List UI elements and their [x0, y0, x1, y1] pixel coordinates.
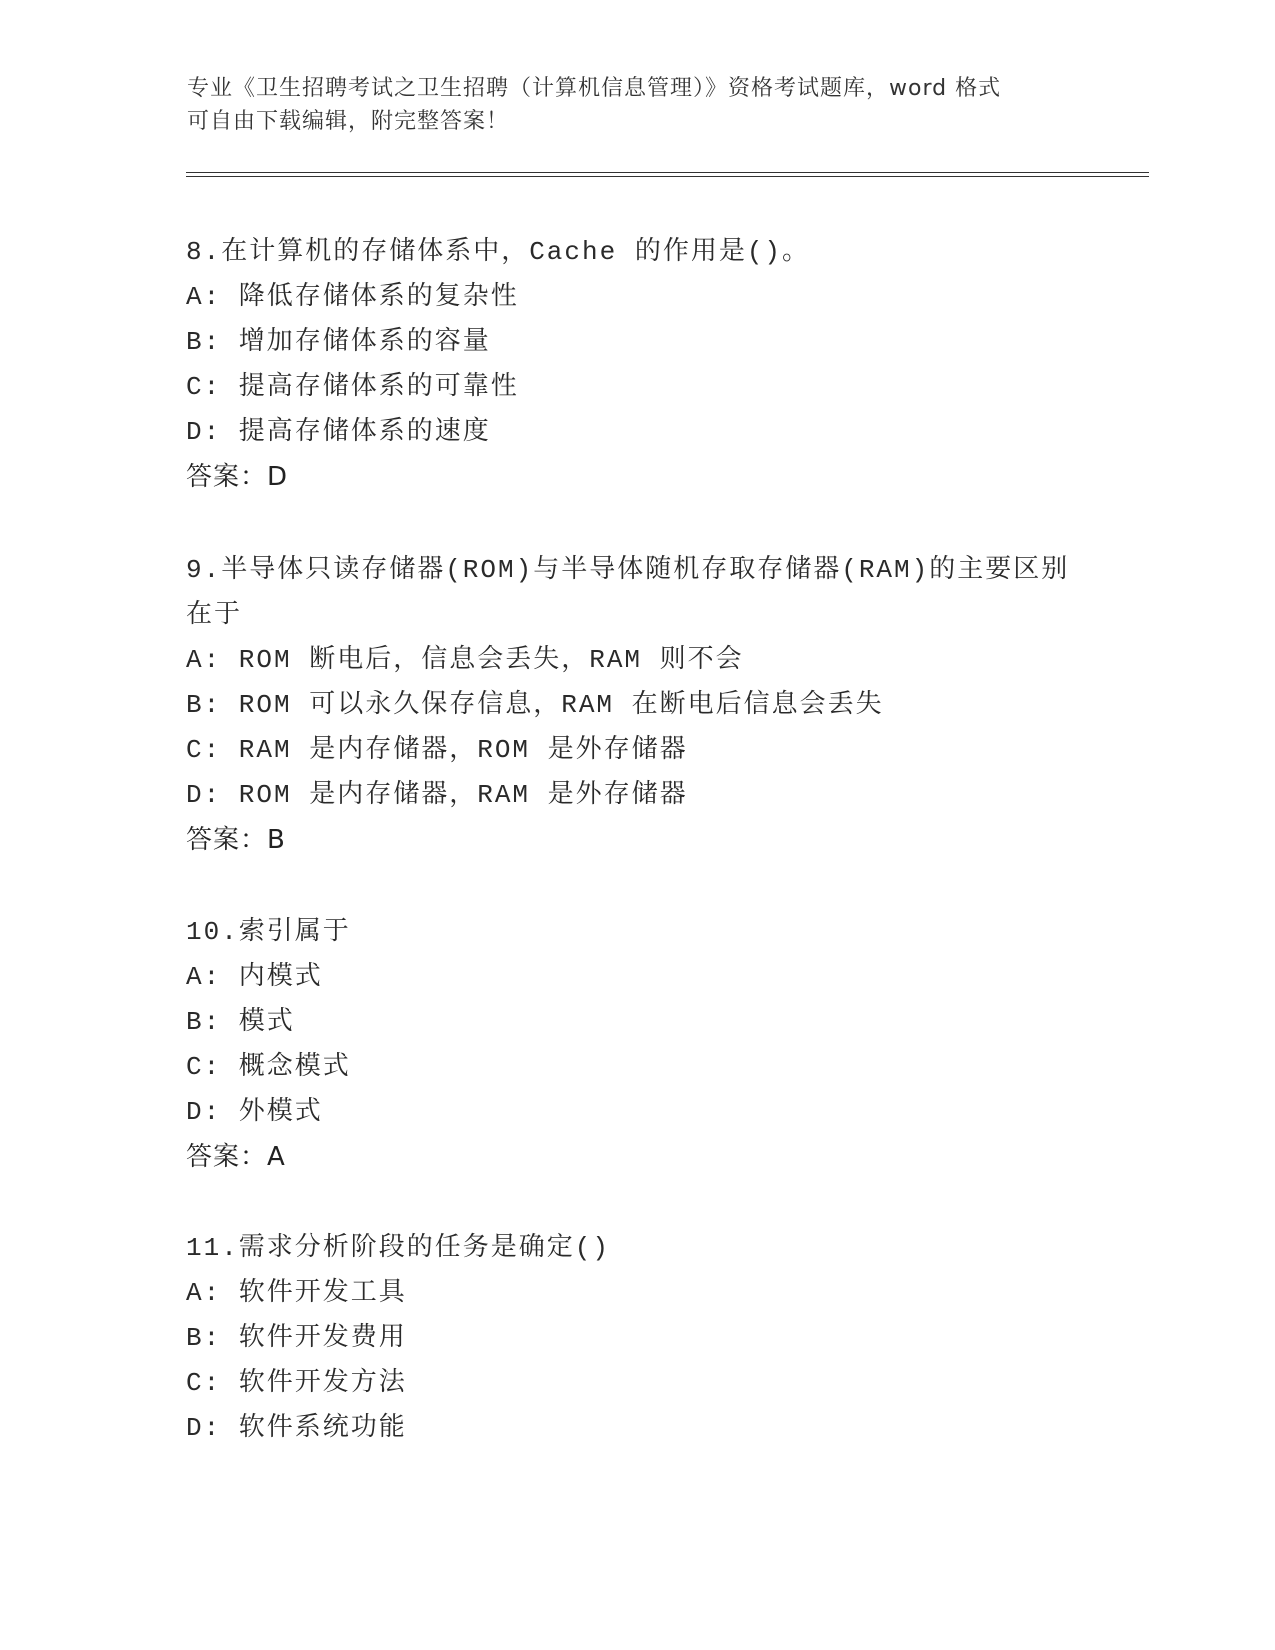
question-11 [186, 1226, 610, 1451]
option-c: C: 提高存储体系的可靠性 [186, 372, 519, 402]
question-stem: 9.半导体只读存储器(ROM)与半导体随机存取存储器(RAM)的主要区别 [186, 555, 1070, 585]
question-stem: 8.在计算机的存储体系中，Cache 的作用是()。 [186, 237, 811, 267]
option-d: D: 外模式 [186, 1097, 323, 1127]
answer: 答案：A [186, 1142, 286, 1172]
answer: 答案：B [186, 825, 286, 855]
option-a: A: 软件开发工具 [186, 1278, 407, 1308]
header-line-1: 专业《卫生招聘考试之卫生招聘（计算机信息管理）》资格考试题库，word 格式 [187, 76, 1002, 101]
question-stem: 10.索引属于 [186, 917, 351, 947]
header-divider-top [186, 172, 1149, 173]
option-c: C: 概念模式 [186, 1052, 351, 1082]
option-d: D: 提高存储体系的速度 [186, 417, 491, 447]
question-stem-continued: 在于 [186, 600, 243, 630]
option-b: B: 软件开发费用 [186, 1323, 407, 1353]
answer: 答案：D [186, 462, 289, 492]
question-8 [186, 230, 810, 500]
option-b: B: ROM 可以永久保存信息，RAM 在断电后信息会丢失 [186, 690, 884, 720]
header-divider-bottom [186, 176, 1149, 177]
question-stem: 11.需求分析阶段的任务是确定() [186, 1233, 611, 1263]
option-c: C: 软件开发方法 [186, 1368, 407, 1398]
option-c: C: RAM 是内存储器，ROM 是外存储器 [186, 735, 688, 765]
document-header [187, 72, 1087, 138]
option-d: D: 软件系统功能 [186, 1413, 407, 1443]
option-a: A: ROM 断电后，信息会丢失，RAM 则不会 [186, 645, 744, 675]
option-a: A: 降低存储体系的复杂性 [186, 282, 519, 312]
question-10 [186, 910, 351, 1180]
option-d: D: ROM 是内存储器，RAM 是外存储器 [186, 780, 688, 810]
option-b: B: 模式 [186, 1007, 295, 1037]
option-b: B: 增加存储体系的容量 [186, 327, 491, 357]
option-a: A: 内模式 [186, 962, 323, 992]
header-line-2: 可自由下载编辑，附完整答案！ [187, 109, 510, 134]
question-9 [186, 548, 1069, 863]
